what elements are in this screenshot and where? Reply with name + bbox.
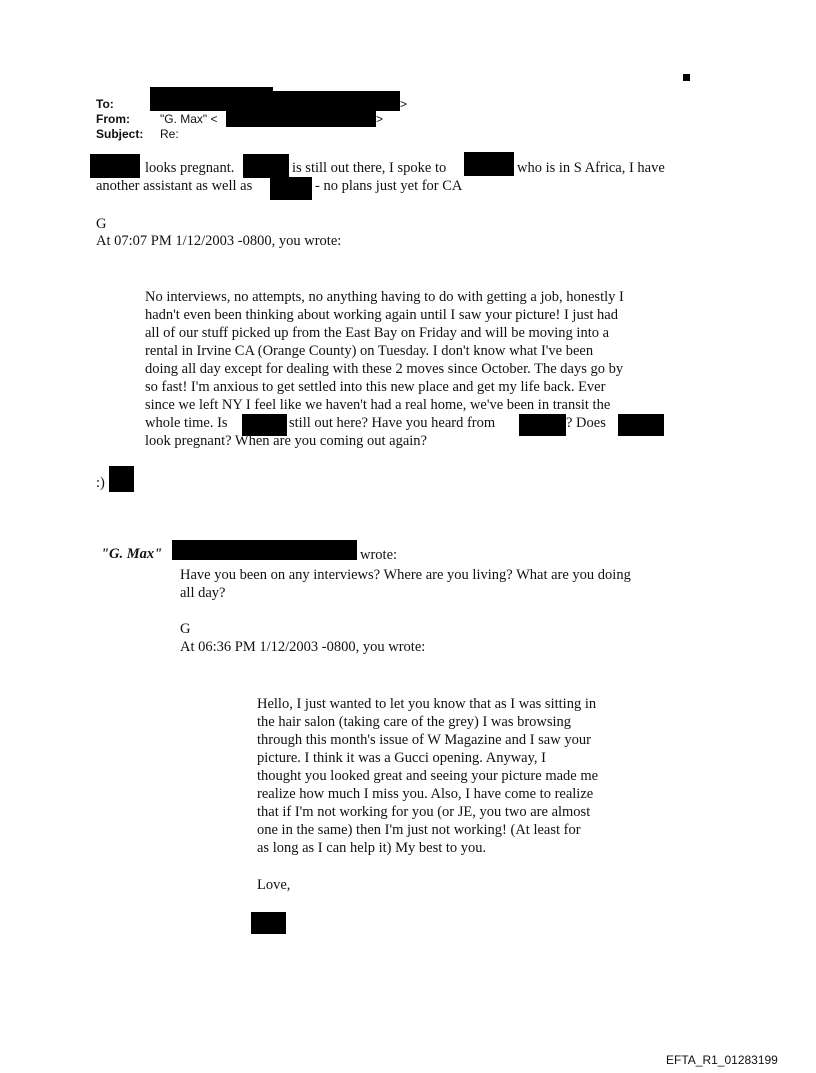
- quote2-line-8: one in the same) then I'm just not working! (At least for: [257, 822, 581, 838]
- quote1-line-8-b: still out here? Have you heard from: [289, 415, 496, 431]
- redaction-signature: [251, 912, 286, 934]
- quote1-line-8-c: ? Does: [566, 415, 606, 431]
- gmax-line-1: Have you been on any interviews? Where are you living? What are you doing: [180, 567, 631, 583]
- gmax-line-2: all day?: [180, 585, 226, 601]
- gmax-wrote: wrote:: [360, 547, 398, 563]
- redaction-q1-2: [519, 414, 566, 436]
- redaction-gmax: [172, 540, 357, 560]
- redaction-to-1: [150, 87, 273, 111]
- quote1-line-9: look pregnant? When are you coming out again?: [145, 433, 427, 449]
- redaction-top-4: [270, 177, 312, 200]
- reply-signature: G: [96, 216, 107, 232]
- quote2-line-5: thought you looked great and seeing your picture made me: [257, 768, 599, 784]
- subject-label: Subject:: [96, 127, 144, 141]
- reply-line1-b: is still out there, I spoke to: [292, 160, 447, 176]
- redaction-to-2: [273, 91, 400, 111]
- corner-mark: [683, 74, 690, 81]
- redaction-q1-3: [618, 414, 664, 436]
- quote1-line-5: doing all day except for dealing with these 2 moves since October. The days go by: [145, 361, 624, 377]
- quote2-line-2: the hair salon (taking care of the grey) I was browsing: [257, 714, 572, 730]
- quote2-line-7: that if I'm not working for you (or JE, you two are almost: [257, 804, 591, 820]
- quote1-line-7: since we left NY I feel like we haven't had a real home, we've been in transit the: [145, 397, 611, 413]
- subject-value: Re:: [160, 127, 179, 141]
- quote1-line-1: No interviews, no attempts, no anything having to do with getting a job, honestly I: [145, 289, 624, 305]
- quote1-line-2: hadn't even been thinking about working again until I saw your picture! I just had: [145, 307, 618, 323]
- quote1-line-3: all of our stuff picked up from the East Bay on Friday and will be moving into a: [145, 325, 610, 341]
- quote2-line-3: through this month's issue of W Magazine and I saw your: [257, 732, 591, 748]
- quote1-line-8-a: whole time. Is: [145, 415, 228, 431]
- redaction-from: [226, 111, 376, 127]
- smiley: :): [96, 475, 105, 491]
- reply-line2-a: another assistant as well as: [96, 178, 253, 194]
- redaction-top-3: [464, 152, 514, 176]
- from-label: From:: [96, 112, 130, 126]
- bates-number: EFTA_R1_01283199: [666, 1053, 778, 1067]
- to-label: To:: [96, 97, 114, 111]
- quote2-line-1: Hello, I just wanted to let you know that as I was sitting in: [257, 696, 597, 712]
- quote2-line-6: realize how much I miss you. Also, I have come to realize: [257, 786, 594, 802]
- from-value: "G. Max" <: [160, 112, 218, 126]
- reply-line2-b: - no plans just yet for CA: [315, 178, 463, 194]
- quote1-line-4: rental in Irvine CA (Orange County) on Tuesday. I don't know what I've been: [145, 343, 594, 359]
- from-close: >: [376, 112, 384, 126]
- redaction-top-2: [243, 154, 289, 178]
- quote2-closing: Love,: [257, 877, 291, 893]
- redaction-smiley: [109, 466, 134, 492]
- reply-line1-a: looks pregnant.: [145, 160, 235, 176]
- to-close: >: [400, 97, 408, 111]
- gmax-name: "G. Max": [101, 546, 163, 562]
- quote2-line-4: picture. I think it was a Gucci opening. Anyway, I: [257, 750, 546, 766]
- gmax-quote-intro: At 06:36 PM 1/12/2003 -0800, you wrote:: [180, 639, 426, 655]
- quote1-line-6: so fast! I'm anxious to get settled into this new place and get my life back. Ever: [145, 379, 606, 395]
- gmax-signature: G: [180, 621, 191, 637]
- reply-quote-intro: At 07:07 PM 1/12/2003 -0800, you wrote:: [96, 233, 342, 249]
- reply-line1-c: who is in S Africa, I have: [517, 160, 665, 176]
- redaction-top-1: [90, 154, 140, 178]
- quote2-line-9: as long as I can help it) My best to you.: [257, 840, 487, 856]
